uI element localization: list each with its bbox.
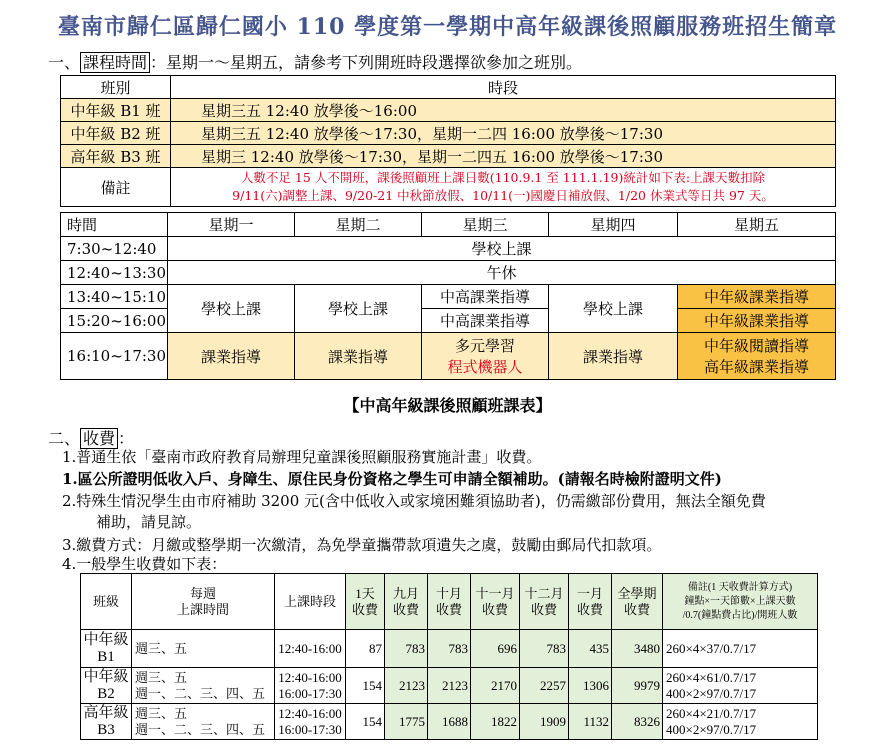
fee-cell: 696 bbox=[471, 630, 520, 668]
slot-cell: 12:40-16:00 16:00-17:30 bbox=[275, 668, 346, 704]
class-cell: 中年級 B2 bbox=[81, 668, 132, 704]
fee-cell: 2257 bbox=[520, 668, 569, 704]
table-header: 時段 bbox=[171, 76, 836, 99]
table-row bbox=[81, 704, 818, 740]
fee-cell: 435 bbox=[569, 630, 612, 668]
time-cell: 15:20~16:00 bbox=[61, 309, 168, 333]
table-row bbox=[61, 145, 836, 168]
time-cell: 16:10~17:30 bbox=[61, 333, 168, 380]
section-label: 課程時間 bbox=[80, 52, 150, 73]
table-row bbox=[61, 237, 836, 261]
schedule-cell: 學校上課 bbox=[295, 285, 422, 333]
time-cell: 7:30~12:40 bbox=[61, 237, 168, 261]
fee-item: 4.一般學生收費如下表： bbox=[62, 555, 227, 573]
class-name: 中年級 B1 班 bbox=[61, 99, 171, 122]
table-row bbox=[81, 630, 818, 668]
fee-table bbox=[80, 573, 818, 740]
fee-cell: 2170 bbox=[471, 668, 520, 704]
schedule-cell: 學校上課 bbox=[549, 285, 678, 333]
section-number: 二、 bbox=[48, 429, 81, 448]
table-header: 時間 bbox=[61, 213, 168, 237]
fee-cell: 154 bbox=[346, 704, 385, 740]
fee-cell: 783 bbox=[428, 630, 471, 668]
table-header: 每週 上課時間 bbox=[132, 574, 275, 630]
table-header: 星期三 bbox=[422, 213, 549, 237]
fee-item: 1.區公所證明低收入戶、身障生、原住民身份資格之學生可申請全額補助。(請報名時檢附證明文件) bbox=[62, 470, 722, 488]
section-text: ：星期一～星期五，請參考下列開班時段選擇欲參加之班別。 bbox=[150, 53, 583, 72]
note-cell: 260×4×21/0.7/17 400×2×97/0.7/17 bbox=[663, 704, 818, 740]
table-row bbox=[61, 213, 836, 237]
table-row bbox=[61, 261, 836, 285]
note-text bbox=[171, 168, 836, 207]
schedule-cell: 學校上課 bbox=[168, 285, 295, 333]
table-header: 1天 收費 bbox=[346, 574, 385, 630]
fee-item: 2.特殊生情況學生由市府補助 3200 元(含中低收入或家境困難須協助者)，仍需繳部份費用，無法全額免費 bbox=[62, 492, 766, 510]
cell-line: 中年級閱讀指導 bbox=[703, 337, 809, 355]
table-row bbox=[81, 574, 818, 630]
note-cell: 260×4×37/0.7/17 bbox=[663, 630, 818, 668]
fee-cell: 1775 bbox=[385, 704, 428, 740]
table-row bbox=[61, 122, 836, 145]
schedule-cell: 中高課業指導 bbox=[422, 285, 549, 309]
fee-cell: 1909 bbox=[520, 704, 569, 740]
table-header: 備註(1 天收費計算方式) 鐘點×一天節數×上課天數 /0.7(鐘點費占比)/開班人數 bbox=[663, 574, 818, 630]
table-row bbox=[61, 168, 836, 207]
table-header: 全學期 收費 bbox=[612, 574, 663, 630]
total-cell: 3480 bbox=[612, 630, 663, 668]
total-cell: 9979 bbox=[612, 668, 663, 704]
schedule-cell: 課業指導 bbox=[549, 333, 678, 380]
table-header: 星期一 bbox=[168, 213, 295, 237]
cell-line: 高年級課業指導 bbox=[703, 358, 809, 376]
fee-cell: 1688 bbox=[428, 704, 471, 740]
class-name: 中年級 B2 班 bbox=[61, 122, 171, 145]
table-row bbox=[81, 668, 818, 704]
section-suffix: ： bbox=[118, 429, 135, 448]
table-header: 班級 bbox=[81, 574, 132, 630]
schedule-cell: 午休 bbox=[168, 261, 836, 285]
note-label: 備註 bbox=[61, 168, 171, 207]
fee-item: 3.繳費方式：月繳或整學期一次繳清，為免學童攜帶款項遺失之虞，鼓勵由郵局代扣款項。 bbox=[62, 536, 662, 554]
table-header: 星期二 bbox=[295, 213, 422, 237]
table-header: 星期五 bbox=[678, 213, 836, 237]
fee-cell: 2123 bbox=[385, 668, 428, 704]
class-time: 星期三 12:40 放學後～17:30，星期一二四五 16:00 放學後～17:30 bbox=[171, 145, 836, 168]
schedule-cell: 課業指導 bbox=[295, 333, 422, 380]
fee-cell: 783 bbox=[520, 630, 569, 668]
table-header: 班別 bbox=[61, 76, 171, 99]
section-number: 一、 bbox=[48, 53, 81, 72]
section-course-time bbox=[48, 50, 582, 73]
class-cell: 中年級 B1 bbox=[81, 630, 132, 668]
fee-cell: 87 bbox=[346, 630, 385, 668]
table-header: 十二月 收費 bbox=[520, 574, 569, 630]
slot-cell: 12:40-16:00 bbox=[275, 630, 346, 668]
fee-item: 補助，請見諒。 bbox=[96, 513, 202, 531]
table-row bbox=[61, 285, 836, 309]
page-title: 臺南市歸仁區歸仁國小 110 學度第一學期中高年級課後照顧服務班招生簡章 bbox=[57, 14, 838, 40]
class-cell: 高年級 B3 bbox=[81, 704, 132, 740]
fee-cell: 1132 bbox=[569, 704, 612, 740]
time-cell: 13:40~15:10 bbox=[61, 285, 168, 309]
table-header: 十一月 收費 bbox=[471, 574, 520, 630]
days-cell: 週三、五 bbox=[132, 630, 275, 668]
days-cell: 週三、五 週一、二、三、四、五 bbox=[132, 704, 275, 740]
note-cell: 260×4×61/0.7/17 400×2×97/0.7/17 bbox=[663, 668, 818, 704]
cell-line: 程式機器人 bbox=[447, 358, 523, 376]
schedule-cell: 中年級課業指導 bbox=[678, 285, 836, 309]
table-header: 十月 收費 bbox=[428, 574, 471, 630]
schedule-caption: 【中高年級課後照顧班課表】 bbox=[343, 396, 552, 415]
schedule-cell bbox=[422, 333, 549, 380]
table-header: 九月 收費 bbox=[385, 574, 428, 630]
fee-cell: 154 bbox=[346, 668, 385, 704]
schedule-cell: 學校上課 bbox=[168, 237, 836, 261]
class-time-table bbox=[60, 75, 836, 207]
class-time: 星期三五 12:40 放學後～17:30，星期一二四 16:00 放學後～17:30 bbox=[171, 122, 836, 145]
schedule-cell: 中高課業指導 bbox=[422, 309, 549, 333]
cell-line: 多元學習 bbox=[454, 337, 515, 355]
fee-item: 1.普通生依「臺南市政府教育局辦理兒童課後照顧服務實施計畫」收費。 bbox=[62, 448, 542, 466]
fee-cell: 2123 bbox=[428, 668, 471, 704]
class-name: 高年級 B3 班 bbox=[61, 145, 171, 168]
class-time: 星期三五 12:40 放學後～16:00 bbox=[171, 99, 836, 122]
table-row bbox=[61, 333, 836, 380]
weekly-schedule-table bbox=[60, 212, 836, 380]
slot-cell: 12:40-16:00 16:00-17:30 bbox=[275, 704, 346, 740]
note-line: 人數不足 15 人不開班，課後照顧班上課日數(110.9.1 至 111.1.19)統計如下表:上課天數扣除 bbox=[240, 170, 766, 185]
total-cell: 8326 bbox=[612, 704, 663, 740]
fee-cell: 1822 bbox=[471, 704, 520, 740]
note-line: 9/11(六)調整上課、9/20-21 中秋節放假、10/11(一)國慶日補放假、1/20 休業式等日共 97 天。 bbox=[232, 188, 774, 203]
days-cell: 週三、五 週一、二、三、四、五 bbox=[132, 668, 275, 704]
table-header: 一月 收費 bbox=[569, 574, 612, 630]
table-row bbox=[61, 99, 836, 122]
table-header: 上課時段 bbox=[275, 574, 346, 630]
schedule-cell: 中年級課業指導 bbox=[678, 309, 836, 333]
time-cell: 12:40~13:30 bbox=[61, 261, 168, 285]
fee-cell: 783 bbox=[385, 630, 428, 668]
section-label: 收費 bbox=[80, 428, 118, 449]
schedule-cell bbox=[678, 333, 836, 380]
fee-cell: 1306 bbox=[569, 668, 612, 704]
schedule-cell: 課業指導 bbox=[168, 333, 295, 380]
table-header: 星期四 bbox=[549, 213, 678, 237]
